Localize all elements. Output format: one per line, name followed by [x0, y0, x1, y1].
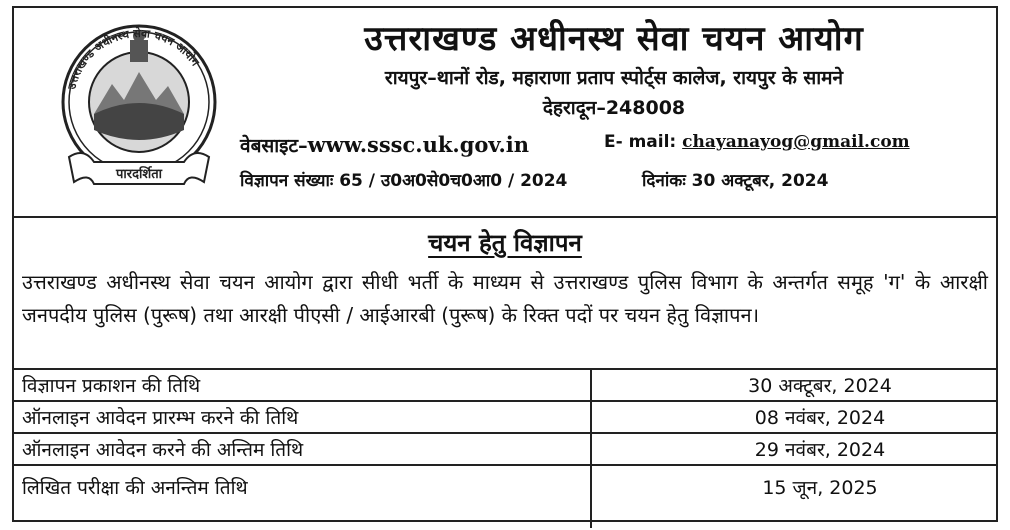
schedule-value: 08 नवंबर, 2024	[591, 401, 996, 433]
schedule-label: लिखित परीक्षा की अनन्तिम तिथि	[14, 465, 591, 528]
email-label: E- mail:	[604, 132, 677, 152]
schedule-value: 30 अक्टूबर, 2024	[591, 369, 996, 401]
schedule-label: ऑनलाइन आवेदन प्रारम्भ करने की तिथि	[14, 401, 591, 433]
notice-heading-text: चयन हेतु विज्ञापन	[428, 229, 582, 257]
address-line-1: रायपुर–थानों रोड, महाराणा प्रताप स्पोर्ट्स कालेज, रायपुर के सामने	[384, 67, 844, 89]
notice-paragraph: उत्तराखण्ड अधीनस्थ सेवा चयन आयोग द्वारा सीधी भर्ती के माध्यम से उत्तराखण्ड पुलिस विभाग के अन्तर्गत समूह 'ग' के आरक्षी जनपदीय पुलिस (पुरूष) तथा आरक्षी पीएसी / आईआरबी (पुरूष) के रिक्त पदों पर चयन हेतु विज्ञापन।	[22, 270, 988, 327]
website-info	[240, 132, 529, 158]
schedule-table	[14, 368, 996, 528]
letterhead	[14, 8, 996, 218]
address-line-2: देहरादून–248008	[542, 97, 686, 119]
schedule-value: 15 जून, 2025	[591, 465, 996, 528]
notice-heading	[14, 226, 996, 259]
advertisement-number: विज्ञापन संख्याः 65 / उ0अ0से0च0आ0 / 2024	[240, 171, 568, 191]
website-label: वेबसाइट–	[240, 135, 308, 157]
commission-emblem-logo	[44, 22, 234, 198]
schedule-label: विज्ञापन प्रकाशन की तिथि	[14, 369, 591, 401]
email-link[interactable]: chayanayog@gmail.com	[682, 132, 910, 152]
table-row	[14, 369, 996, 401]
email-info	[604, 132, 910, 152]
notice-frame	[12, 6, 998, 522]
commission-title: उत्तराखण्ड अधीनस्थ सेवा चयन आयोग	[364, 19, 864, 59]
emblem-ribbon-text: पारदर्शिता	[116, 167, 162, 182]
schedule-value: 29 नवंबर, 2024	[591, 433, 996, 465]
emblem-arc-text: उत्तराखण्ड अधीनस्थ सेवा चयन आयोग	[65, 26, 202, 91]
schedule-label: ऑनलाइन आवेदन करने की अन्तिम तिथि	[14, 433, 591, 465]
table-row	[14, 465, 996, 528]
table-row	[14, 401, 996, 433]
website-link[interactable]: www.sssc.uk.gov.in	[307, 132, 530, 157]
advertisement-date: दिनांकः 30 अक्टूबर, 2024	[642, 171, 829, 191]
table-row	[14, 433, 996, 465]
